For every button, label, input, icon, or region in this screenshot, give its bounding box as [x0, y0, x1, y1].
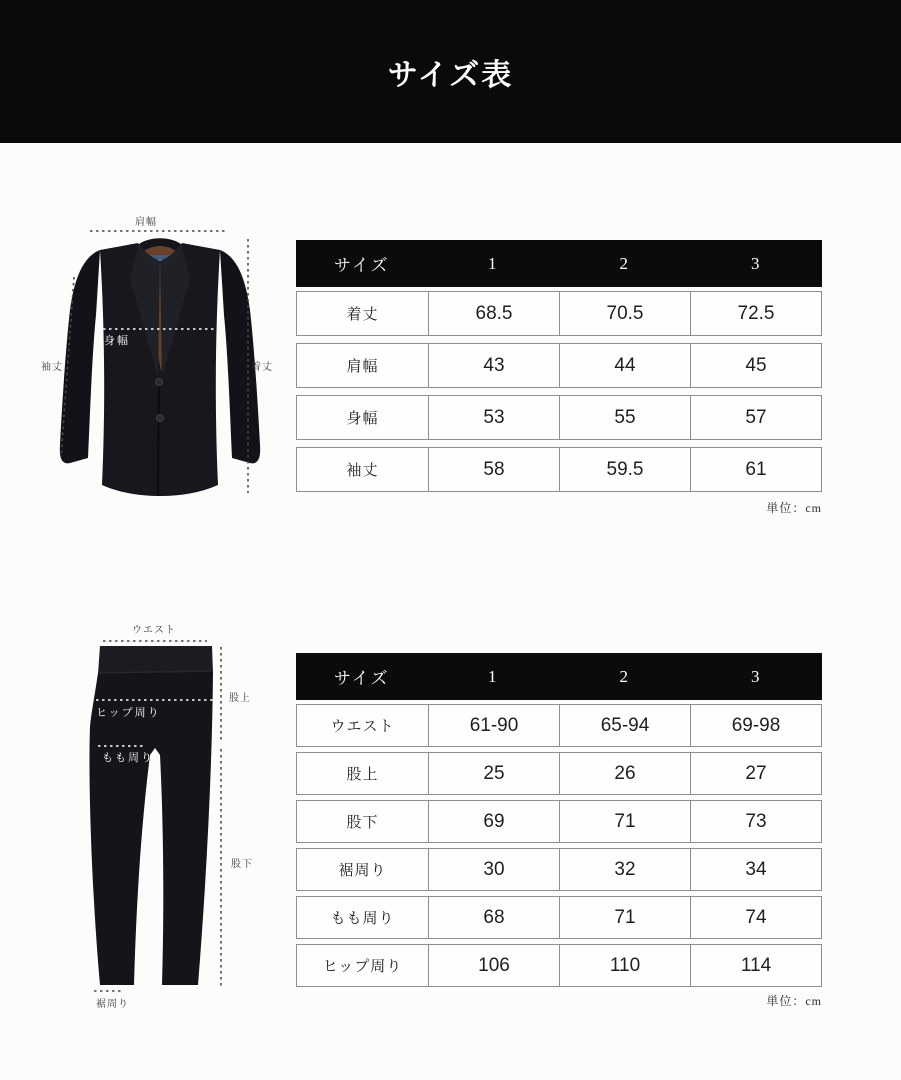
value-cell: 55	[559, 396, 690, 439]
table-row	[296, 291, 822, 336]
jacket-shoulder-label: 肩幅	[135, 217, 157, 228]
pants-hip-label: ヒップ周り	[96, 707, 161, 719]
jacket-length-label: 着丈	[251, 362, 273, 373]
jacket-illustration	[40, 195, 270, 500]
pants-illustration	[60, 615, 260, 1015]
row-label: ヒップ周り	[322, 959, 403, 975]
value-cell: 45	[690, 344, 821, 387]
value-cell: 71	[559, 897, 690, 938]
value-cell: 65-94	[559, 705, 690, 746]
value-cell: 44	[559, 344, 690, 387]
table-row	[296, 704, 822, 747]
size-1-header: 1	[488, 666, 499, 686]
table-row	[296, 752, 822, 795]
table-row	[296, 896, 822, 939]
pants-rise-label: 股上	[229, 693, 251, 704]
value-cell: 110	[559, 945, 690, 986]
pants-table-header	[296, 653, 822, 700]
table-row	[296, 447, 822, 492]
value-cell: 68.5	[428, 292, 559, 335]
jacket-table-header	[296, 240, 822, 287]
value-cell: 68	[428, 897, 559, 938]
value-cell: 106	[428, 945, 559, 986]
row-label: 身幅	[346, 411, 379, 427]
value-cell: 30	[428, 849, 559, 890]
pants-inseam-label: 股下	[231, 859, 253, 870]
value-cell: 74	[690, 897, 821, 938]
value-cell: 57	[690, 396, 821, 439]
value-cell: 69-98	[690, 705, 821, 746]
value-cell: 27	[690, 753, 821, 794]
value-cell: 73	[690, 801, 821, 842]
page-title: サイズ表	[387, 58, 514, 92]
value-cell: 71	[559, 801, 690, 842]
value-cell: 25	[428, 753, 559, 794]
size-1-header: 1	[488, 253, 499, 273]
jacket-chest-label: 身幅	[104, 335, 130, 347]
value-cell: 26	[559, 753, 690, 794]
row-label: 肩幅	[346, 359, 379, 375]
value-cell: 43	[428, 344, 559, 387]
row-label: 袖丈	[346, 463, 379, 479]
pants-size-table	[296, 653, 822, 1009]
table-row	[296, 944, 822, 987]
value-cell: 34	[690, 849, 821, 890]
jacket-sleeve-label: 袖丈	[41, 362, 63, 373]
table-row	[296, 343, 822, 388]
value-cell: 32	[559, 849, 690, 890]
value-cell: 114	[690, 945, 821, 986]
size-column-header: サイズ	[333, 256, 390, 275]
pants-diagram	[60, 615, 260, 1015]
value-cell: 70.5	[559, 292, 690, 335]
value-cell: 59.5	[559, 448, 690, 491]
unit-note: 単位：cm	[766, 501, 822, 515]
value-cell: 61-90	[428, 705, 559, 746]
value-cell: 72.5	[690, 292, 821, 335]
value-cell: 58	[428, 448, 559, 491]
pants-hem-label: 裾周り	[96, 999, 129, 1010]
value-cell: 61	[690, 448, 821, 491]
size-column-header: サイズ	[333, 669, 390, 688]
value-cell: 69	[428, 801, 559, 842]
size-2-header: 2	[619, 666, 630, 686]
size-3-header: 3	[751, 253, 762, 273]
pants-thigh-label: もも周り	[102, 752, 154, 764]
value-cell: 53	[428, 396, 559, 439]
table-row	[296, 848, 822, 891]
pants-waist-label: ウエスト	[132, 625, 176, 636]
row-label: もも周り	[330, 911, 395, 927]
row-label: 裾周り	[338, 863, 387, 879]
jacket-size-table	[296, 240, 822, 516]
page-header	[0, 0, 901, 143]
table-row	[296, 395, 822, 440]
row-label: 着丈	[346, 307, 379, 323]
row-label: 股下	[346, 815, 379, 831]
table-row	[296, 800, 822, 843]
size-2-header: 2	[619, 253, 630, 273]
size-3-header: 3	[751, 666, 762, 686]
jacket-diagram	[40, 195, 273, 500]
row-label: 股上	[346, 767, 379, 783]
unit-note: 単位：cm	[766, 994, 822, 1008]
row-label: ウエスト	[330, 719, 395, 735]
